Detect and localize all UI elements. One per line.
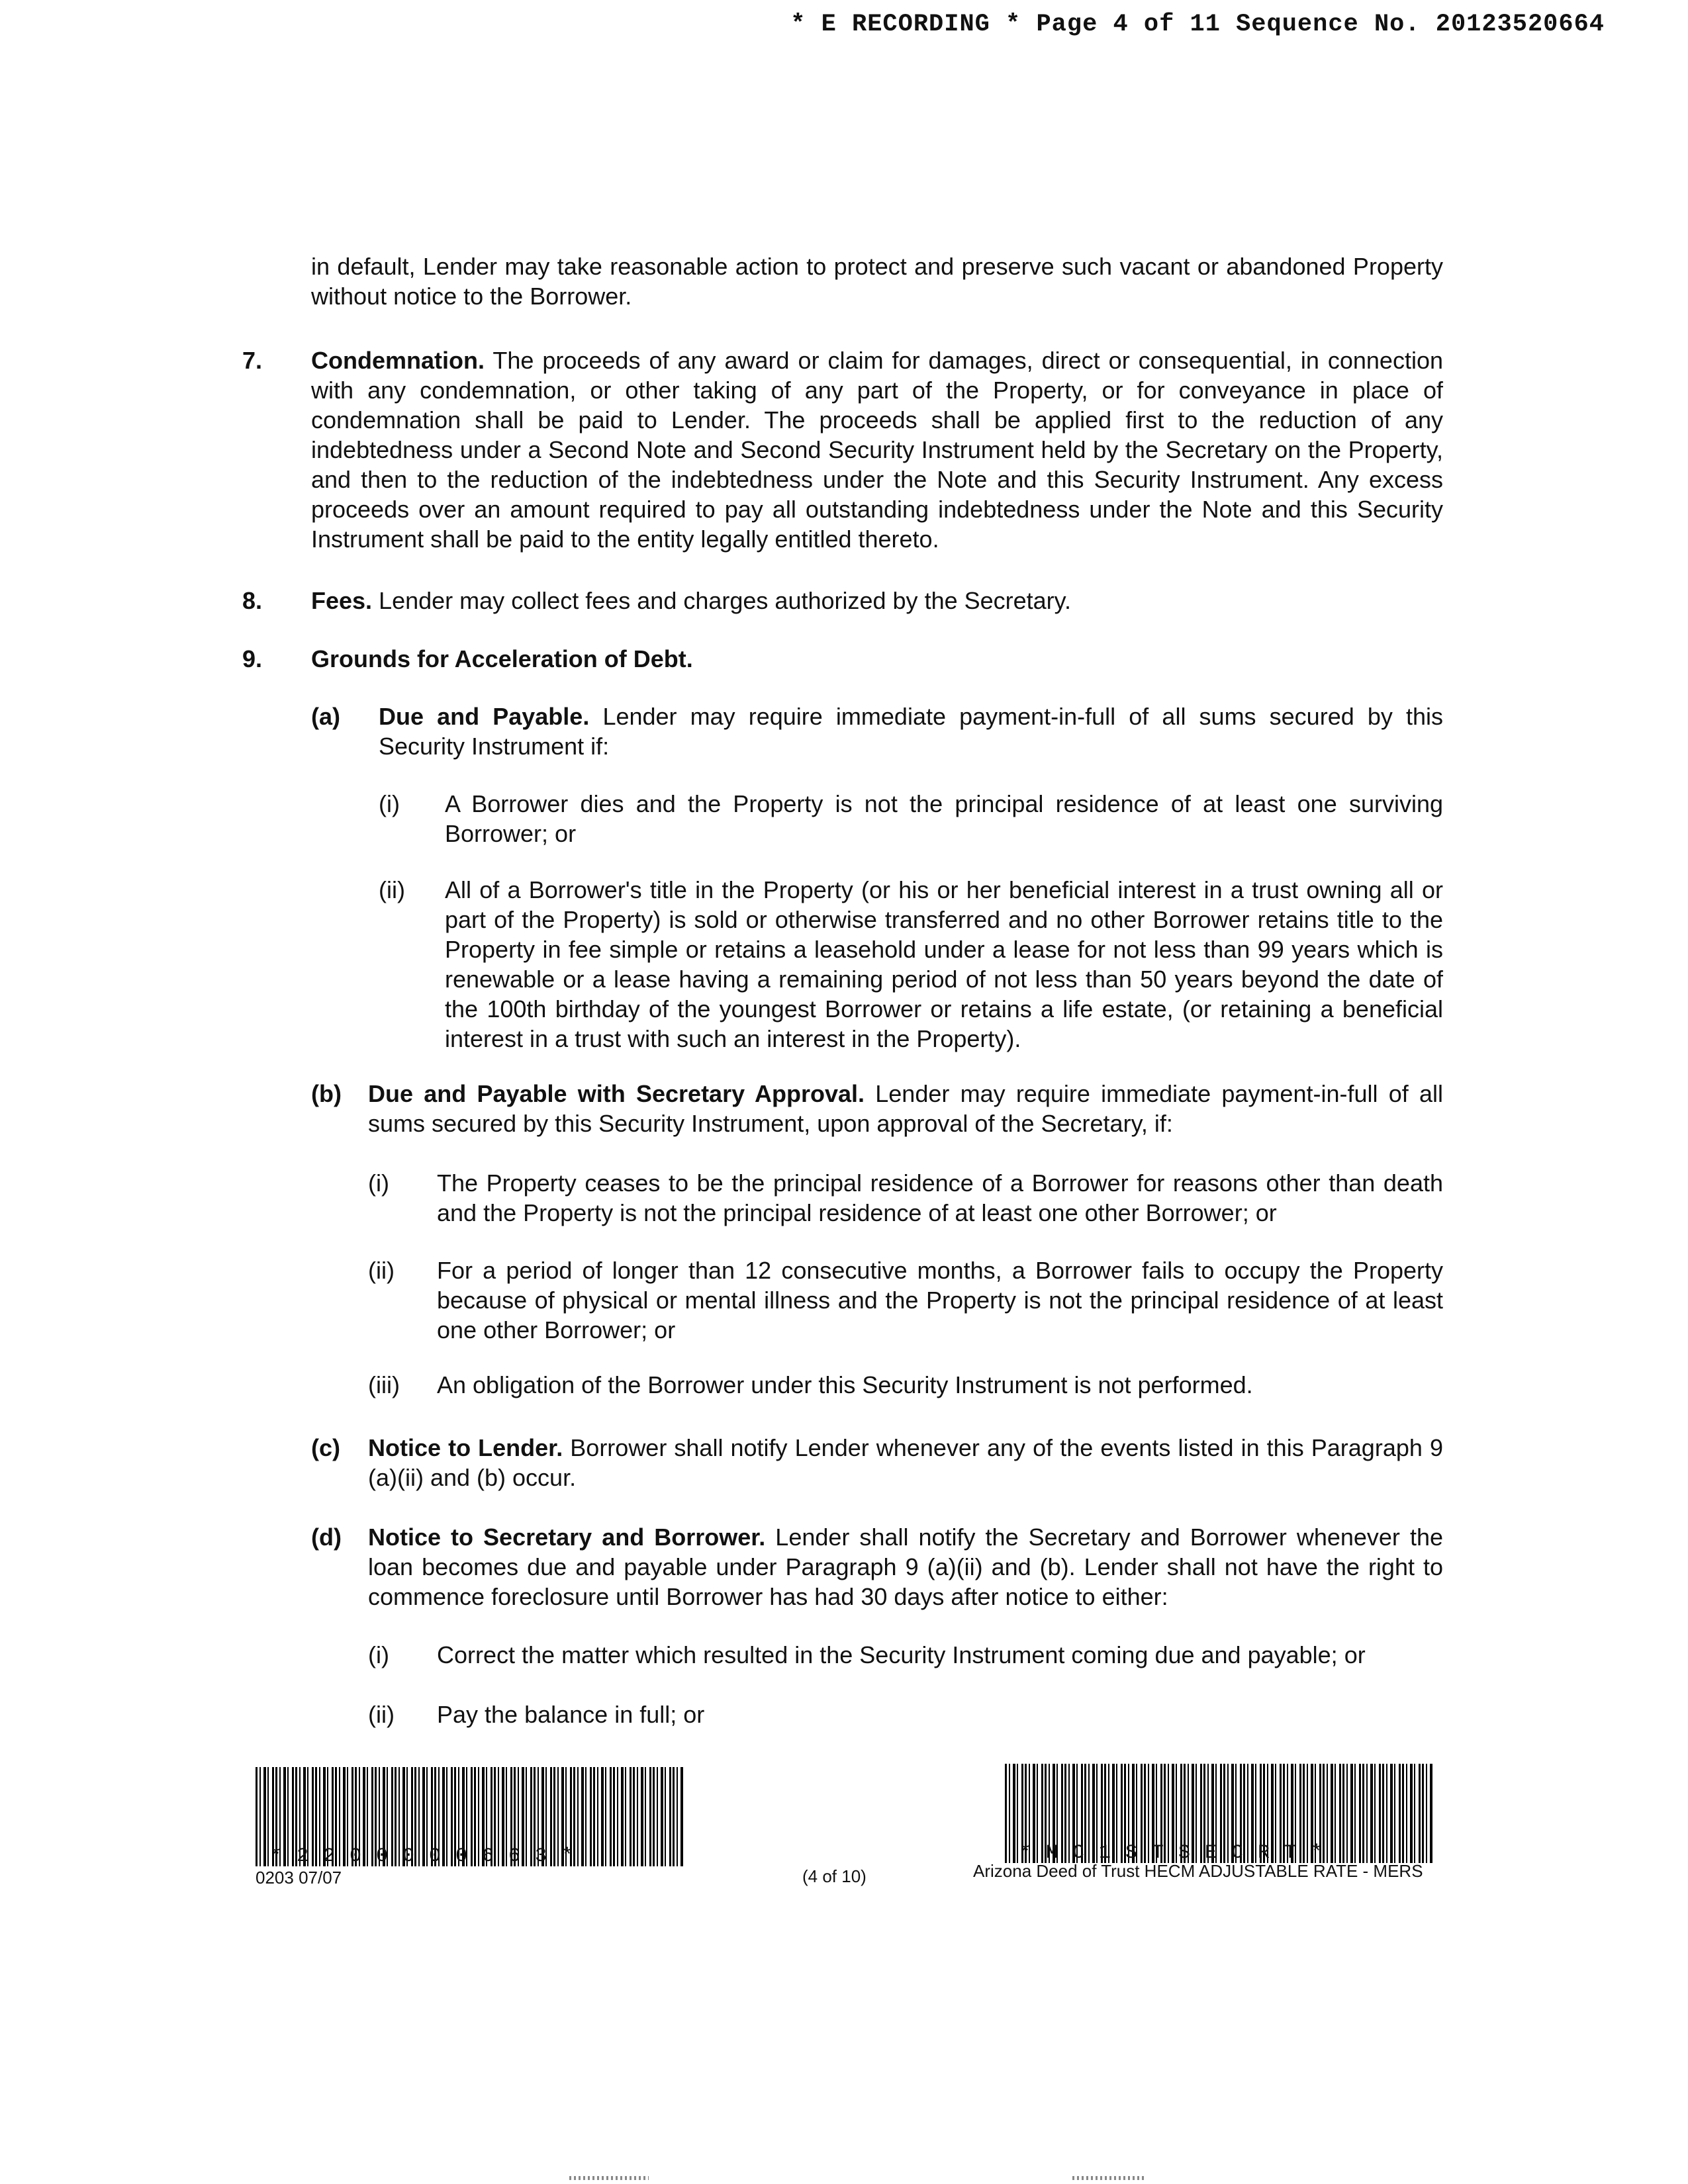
barcode-right-text: *MC1STSECRT* (1019, 1842, 1338, 1864)
section-9b-iii-label: (iii) (368, 1371, 400, 1398)
section-9d-i-text: Correct the matter which resulted in the Security Instrument coming due and payable; or (437, 1641, 1366, 1668)
section-9a-i-label: (i) (379, 790, 400, 817)
section-8 (311, 586, 1443, 615)
section-9d (368, 1522, 1443, 1612)
barcode-left-text: *2200000663* (270, 1845, 588, 1868)
section-8-body: Lender may collect fees and charges authorized by the Secretary. (379, 587, 1071, 614)
section-8-title: Fees. (311, 587, 373, 614)
section-9-number: 9. (242, 645, 263, 672)
form-code: 0203 07/07 (256, 1868, 342, 1888)
section-9b-label: (b) (311, 1080, 342, 1107)
section-9d-body: Lender shall notify the Secretary and Borrower whenever the loan becomes due and payable under Paragraph 9 (a)(ii) and (b). Lender shall not have the right to commence foreclosure until Borrower has had 30 days after notice to either: (368, 1524, 1443, 1610)
section-9-title: Grounds for Acceleration of Debt. (311, 645, 693, 672)
section-9c-title: Notice to Lender. (368, 1434, 563, 1461)
section-9a-title: Due and Payable. (379, 703, 590, 730)
continued-paragraph: in default, Lender may take reasonable action to protect and preserve such vacant or abandoned Property without notice to the Borrower. (311, 253, 1443, 310)
section-9b-ii-text: For a period of longer than 12 consecutive months, a Borrower fails to occupy the Property because of physical or mental illness and the Property is not the principal residence of at least one other Borrower; or (437, 1257, 1443, 1343)
section-9c-body: Borrower shall notify Lender whenever any of the events listed in this Paragraph 9 (a)(ii) and (b) occur. (368, 1434, 1443, 1491)
form-title: Arizona Deed of Trust HECM ADJUSTABLE RATE - MERS (973, 1861, 1423, 1881)
section-9a-body: Lender may require immediate payment-in-full of all sums secured by this Security Instrument if: (379, 703, 1443, 760)
section-9d-i-label: (i) (368, 1641, 389, 1668)
section-9b-i-text: The Property ceases to be the principal residence of a Borrower for reasons other than death and the Property is not the principal residence of at least one other Borrower; or (437, 1169, 1443, 1226)
section-9b-iii-text: An obligation of the Borrower under this Security Instrument is not performed. (437, 1371, 1253, 1398)
section-9b-body: Lender may require immediate payment-in-full of all sums secured by this Security Instrument, upon approval of the Secretary, if: (368, 1080, 1443, 1137)
section-9d-title: Notice to Secretary and Borrower. (368, 1524, 766, 1551)
section-9a-label: (a) (311, 703, 340, 730)
section-9b (368, 1079, 1443, 1138)
section-9b-ii-label: (ii) (368, 1257, 395, 1284)
section-9c (368, 1433, 1443, 1492)
section-9d-label: (d) (311, 1524, 342, 1551)
scan-mark-left (569, 2176, 649, 2180)
recording-header: * E RECORDING * Page 4 of 11 Sequence No. 20123520664 (790, 11, 1605, 38)
section-7-number: 7. (242, 347, 263, 374)
section-9b-i-label: (i) (368, 1169, 389, 1197)
section-9d-ii-label: (ii) (368, 1701, 395, 1728)
section-9b-title: Due and Payable with Secretary Approval. (368, 1080, 865, 1107)
section-7-title: Condemnation. (311, 347, 485, 374)
section-9a-i-text: A Borrower dies and the Property is not the principal residence of at least one surviving Borrower; or (445, 790, 1443, 847)
page-number: (4 of 10) (802, 1866, 867, 1886)
section-9a-ii-text: All of a Borrower's title in the Property (or his or her beneficial interest in a trust owning all or part of the Property) is sold or otherwise transferred and no other Borrower retains title to the Property in fee simple or retains a leasehold under a lease for not less than 99 years which is renewable or a lease having a remaining period of not less than 50 years beyond the date of the 100th birthday of the youngest Borrower or retains a life estate, (or retaining a beneficial interest in a trust with such an interest in the Property). (445, 876, 1443, 1052)
section-9a-ii-label: (ii) (379, 876, 405, 903)
section-9a (379, 702, 1443, 761)
scan-mark-right (1072, 2176, 1145, 2180)
section-8-number: 8. (242, 587, 263, 614)
section-9c-label: (c) (311, 1434, 340, 1461)
section-7 (311, 345, 1443, 554)
section-7-body: The proceeds of any award or claim for damages, direct or consequential, in connection with any condemnation, or other taking of any part of the Property, or for conveyance in place of condemnation shall be paid to Lender. The proceeds shall be applied first to the reduction of any indebtedness under a Second Note and Second Security Instrument held by the Secretary on the Property, and then to the reduction of the indebtedness under the Note and this Security Instrument. Any excess proceeds over an amount required to pay all outstanding indebtedness under the Note and this Security Instrument shall be paid to the entity legally entitled thereto. (311, 347, 1443, 553)
section-9d-ii-text: Pay the balance in full; or (437, 1701, 705, 1728)
